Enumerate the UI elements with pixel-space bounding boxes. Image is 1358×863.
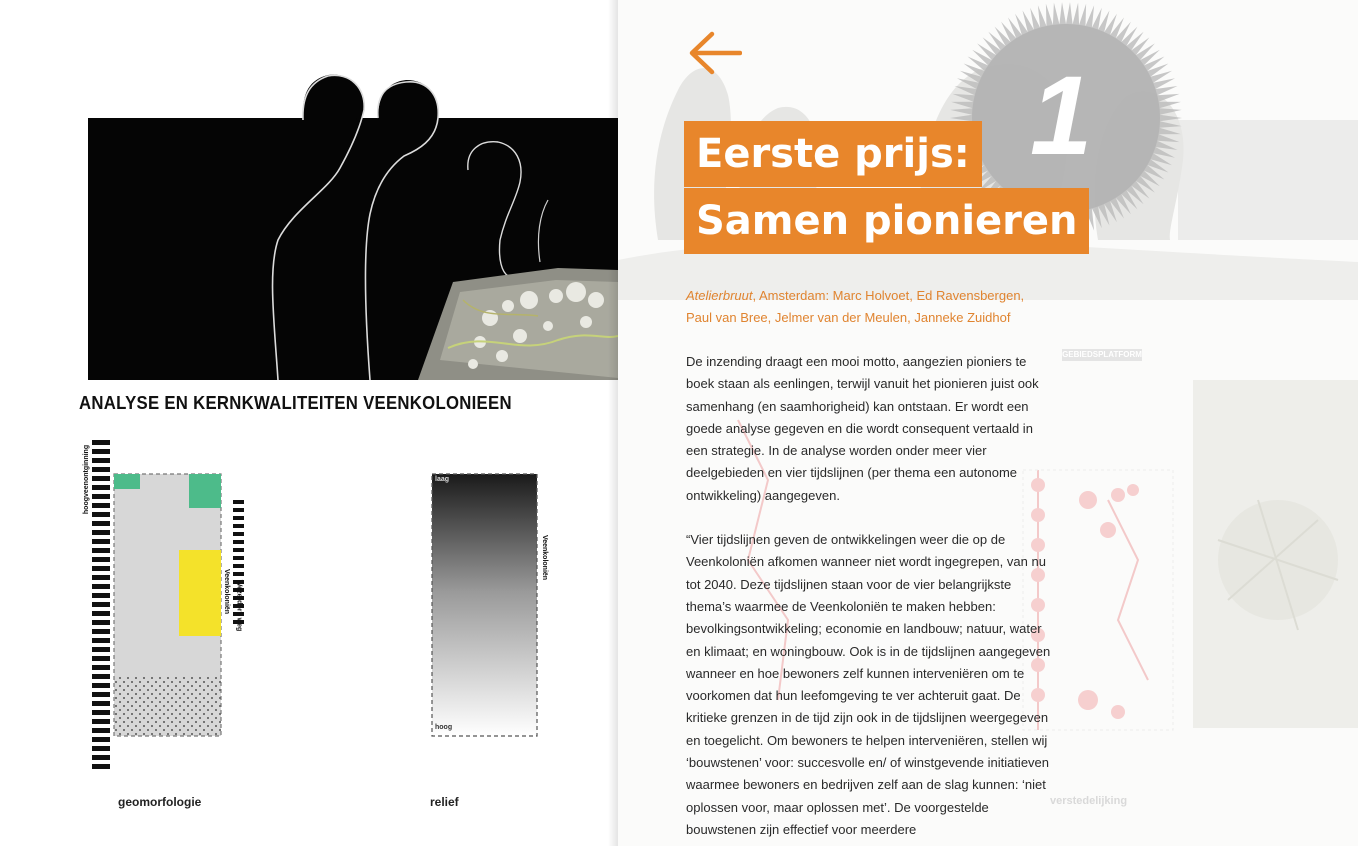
veenkolonien-label: Veenkoloniën — [223, 568, 231, 615]
geomorfologie-caption: geomorfologie — [118, 795, 202, 809]
title-line-2: Samen pionieren — [684, 188, 1089, 254]
title-line-1: Eerste prijs: — [684, 121, 982, 187]
left-page — [0, 0, 618, 846]
relief-caption: relief — [430, 795, 459, 809]
geomorfologie-diagram — [83, 436, 256, 776]
relief-bottom-label: hoog — [435, 724, 453, 731]
credits — [686, 285, 1046, 329]
jury-silhouette-photo — [88, 0, 618, 380]
hoogveenontginning-label: hoogveenontginning — [83, 444, 91, 515]
verstedelijking-label: verstedelijking — [1050, 795, 1128, 807]
paragraph-1: De inzending draagt een mooi motto, aangezien pioniers te boek staan als eenlingen, terwijl vanuit het pionieren juist ook samenhang (en saamhorigheid) kan ontstaan. Er wordt een goede analyse gegeven en die wordt consequent vertaald in een strategie. In de analyse worden onder meer vier deelgebieden en vier tijdslijnen (per thema een autonome ontwikkeling) aangegeven. — [686, 354, 1039, 503]
section-title: ANALYSE EN KERNKWALITEITEN VEENKOLONIEEN — [79, 393, 512, 413]
relief-top-label: laag — [435, 476, 450, 483]
paragraph-2: “Vier tijdslijnen geven de ontwikkelingen weer die op de Veenkoloniën afkomen wanneer niet wordt ingegrepen, van nu tot 2040. Deze tijdslijnen staan voor de vier belangrijkste thema’s waarmee de Veenkoloniën te maken hebben: bevolkingsontwikkeling; economie en landbouw; natuur, water en klimaat; en woningbouw. Ook is in de tijdslijnen aangegeven wanneer en hoe bewoners zelf kunnen interveniëren om te voorkomen dat hun leefomgeving te ver achteruit gaat. De kritieke grenzen in de tijd zijn ook in de tijdslijnen weergegeven en toegelicht. Om bewoners te helpen interveniëren, stellen wij ‘bouwstenen’ voor: succesvolle en/ of winstgevende initiatieven waarmee bewoners en bedrijven zelf aan de slag kunnen: ‘niet oplossen voor, maar oplossen met’. De voorgestelde bouwstenen zijn effectief voor meerdere — [686, 532, 1051, 837]
prize-number: 1 — [1030, 53, 1093, 178]
wezerdorp-weg-label: Wezerdorp weg — [235, 579, 243, 632]
credits-line-1: , Amsterdam: Marc Holvoet, Ed Ravensbergen, — [752, 288, 1025, 303]
arrow-left-icon[interactable] — [686, 30, 742, 76]
relief-side-label: Veenkoloniën — [541, 534, 549, 581]
credits-line-2: Paul van Bree, Jelmer van der Meulen, Janneke Zuidhof — [686, 310, 1011, 325]
article-body — [686, 351, 1058, 863]
relief-diagram — [428, 470, 558, 742]
gebiedsplatform-tag: GEBIEDSPLATFORM — [1062, 350, 1142, 359]
credits-firm: Atelierbruut — [686, 288, 753, 303]
